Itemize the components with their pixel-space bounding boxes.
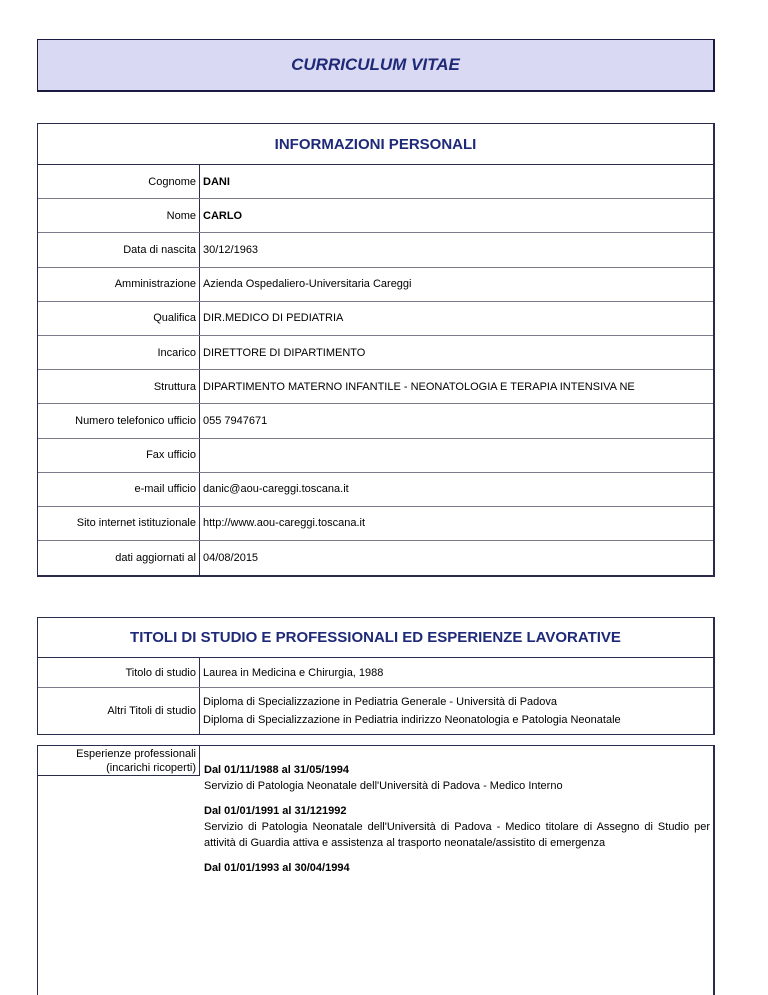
experience-label-line2: (incarichi ricoperti) <box>106 762 196 774</box>
altri-titoli-row <box>38 688 713 734</box>
titles-heading: TITOLI DI STUDIO E PROFESSIONALI ED ESPERIENZE LAVORATIVE <box>38 618 713 658</box>
personal-info-row <box>38 370 713 404</box>
personal-info-row <box>38 507 713 541</box>
personal-info-value: http://www.aou-careggi.toscana.it <box>203 517 366 530</box>
personal-info-label: Nome <box>38 199 200 232</box>
cv-title: CURRICULUM VITAE <box>291 55 460 74</box>
personal-info-label: e-mail ufficio <box>38 473 200 506</box>
personal-info-value: 30/12/1963 <box>203 243 259 256</box>
personal-info-row <box>38 404 713 438</box>
altri-titoli-label: Altri Titoli di studio <box>38 688 200 734</box>
personal-info-row <box>38 302 713 336</box>
personal-info-label: Incarico <box>38 336 200 369</box>
personal-info-value: CARLO <box>203 209 243 222</box>
personal-info-value: DANI <box>203 175 230 188</box>
personal-info-value: DIPARTIMENTO MATERNO INFANTILE - NEONATOLOGIA E TERAPIA INTENSIVA NE <box>203 380 635 393</box>
personal-info-value: Azienda Ospedaliero-Universitaria Careggi <box>203 278 412 291</box>
experience-item <box>204 860 710 876</box>
personal-info-label: Data di nascita <box>38 233 200 266</box>
experience-list <box>204 762 710 885</box>
personal-info-value: DIRETTORE DI DIPARTIMENTO <box>203 346 366 359</box>
experience-description: Servizio di Patologia Neonatale dell'Università di Padova - Medico Interno <box>204 780 563 792</box>
personal-info-row <box>38 268 713 302</box>
personal-info-value: danic@aou-careggi.toscana.it <box>203 483 349 496</box>
personal-info-value: DIR.MEDICO DI PEDIATRIA <box>203 312 344 325</box>
personal-info-label: Fax ufficio <box>38 439 200 472</box>
personal-info-label: Numero telefonico ufficio <box>38 404 200 437</box>
personal-info-label: Struttura <box>38 370 200 403</box>
personal-info-row <box>38 165 713 199</box>
personal-info-row <box>38 233 713 267</box>
personal-info-value <box>200 439 713 472</box>
experience-date: Dal 01/01/1991 al 31/121992 <box>204 805 347 817</box>
titolo-value: Laurea in Medicina e Chirurgia, 1988 <box>203 666 384 679</box>
personal-info-row <box>38 439 713 473</box>
experience-description: Servizio di Patologia Neonatale dell'Università di Padova - Medico titolare di Assegno di Studio per attività di Guardia attiva e assistenza al trasporto neonatale/assistito di emergenza <box>204 821 710 849</box>
personal-info-label: Sito internet istituzionale <box>38 507 200 540</box>
personal-info-heading: INFORMAZIONI PERSONALI <box>38 124 713 165</box>
personal-info-row <box>38 473 713 507</box>
experience-label <box>38 746 200 776</box>
experience-section <box>37 745 715 995</box>
personal-info-row <box>38 336 713 370</box>
personal-info-row <box>38 541 713 575</box>
cv-title-banner <box>37 39 715 92</box>
personal-info-label: Amministrazione <box>38 268 200 301</box>
experience-date: Dal 01/11/1988 al 31/05/1994 <box>204 764 349 776</box>
altri-titolo-item: Diploma di Specializzazione in Pediatria indirizzo Neonatologia e Patologia Neonatale <box>203 714 621 726</box>
altri-titolo-item: Diploma di Specializzazione in Pediatria Generale - Università di Padova <box>203 696 558 708</box>
titles-section <box>37 617 715 735</box>
altri-titoli-values <box>200 688 713 734</box>
personal-info-value: 04/08/2015 <box>203 552 259 565</box>
personal-info-label: Cognome <box>38 165 200 198</box>
personal-info-rows <box>38 165 713 575</box>
personal-info-label: dati aggiornati al <box>38 541 200 575</box>
personal-info-label: Qualifica <box>38 302 200 335</box>
personal-info-section <box>37 123 715 577</box>
experience-item <box>204 762 710 794</box>
experience-item <box>204 803 710 851</box>
personal-info-row <box>38 199 713 233</box>
personal-info-value: 055 7947671 <box>203 414 268 427</box>
titolo-row <box>38 658 713 688</box>
experience-date: Dal 01/01/1993 al 30/04/1994 <box>204 862 350 874</box>
titolo-label: Titolo di studio <box>38 658 200 687</box>
experience-label-line1: Esperienze professionali <box>76 748 196 760</box>
